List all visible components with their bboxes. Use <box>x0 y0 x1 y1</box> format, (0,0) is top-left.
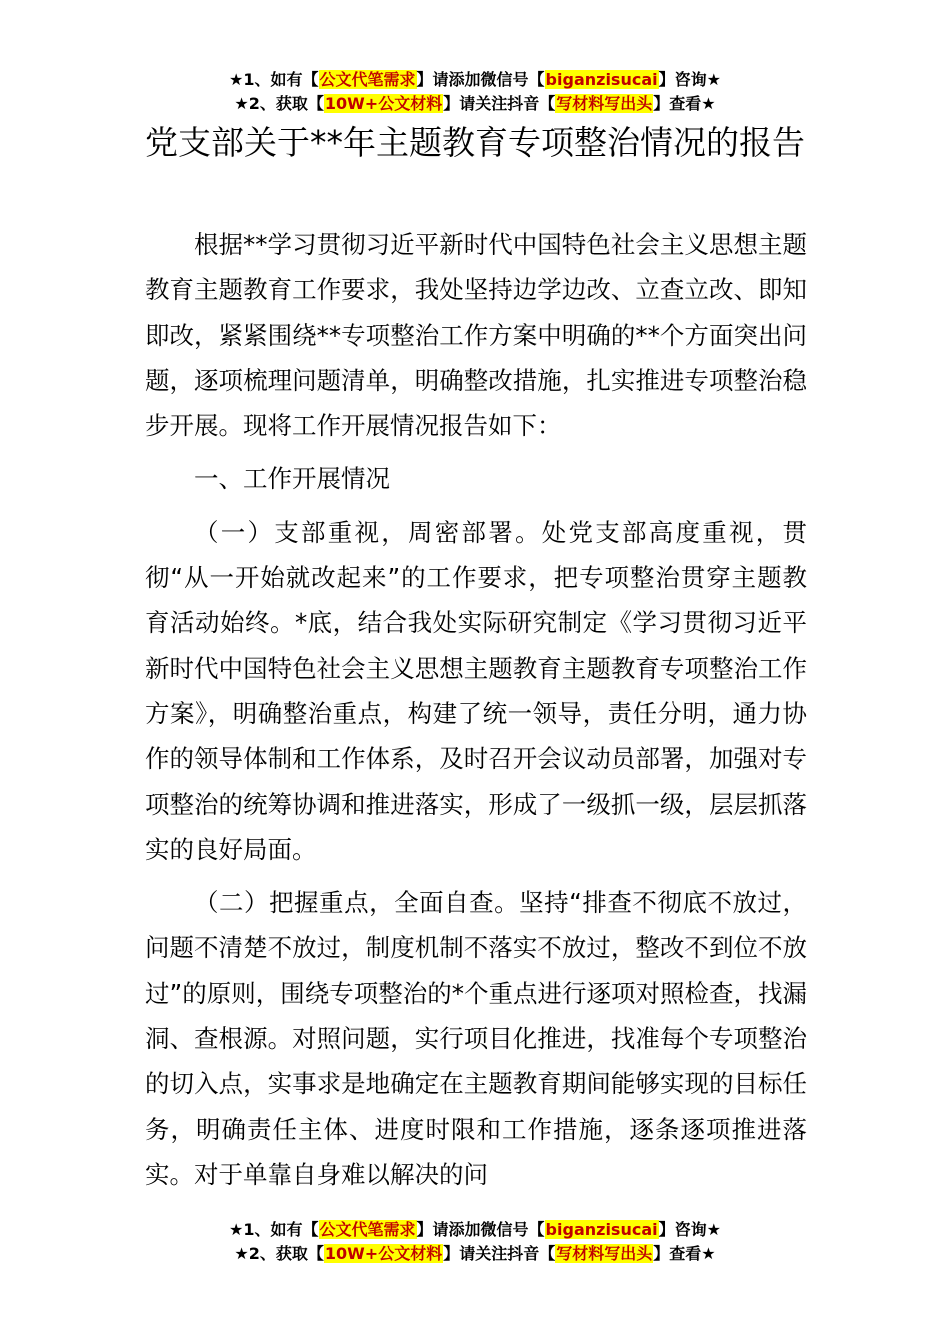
banner-line-1 <box>0 68 950 92</box>
banner-highlight: 公文代笔需求 <box>319 1220 416 1239</box>
intro-paragraph: 根据**学习贯彻习近平新时代中国特色社会主义思想主题教育主题教育工作要求，我处坚持边学边改、立查立改、即知即改，紧紧围绕**专项整治工作方案中明确的**个方面突出问题，逐项梳理问题清单，明确整改措施，扎实推进专项整治稳步开展。现将工作开展情况报告如下： <box>145 230 807 441</box>
banner-text: 】请关注抖音【 <box>443 1244 556 1263</box>
banner-highlight: 写材料写出头 <box>556 1244 653 1263</box>
banner-text: 】咨询★ <box>658 1220 721 1239</box>
paragraph-2: （二）把握重点，全面自查。坚持“排查不彻底不放过，问题不清楚不放过，制度机制不落实不放过，整改不到位不放过”的原则，围绕专项整治的*个重点进行逐项对照检查，找漏洞、查根源。对照问题，实行项目化推进，找准每个专项整治的切入点，实事求是地确定在主题教育期间能够实现的目标任务，明确责任主体、进度时限和工作措施，逐条逐项推进落实。对于单靠自身难以解决的问 <box>145 888 807 1189</box>
banner-text: ★1、如有【 <box>229 1220 319 1239</box>
banner-line-2 <box>0 92 950 116</box>
banner-text: 】请关注抖音【 <box>443 94 556 113</box>
banner-text: ★2、获取【 <box>234 1244 324 1263</box>
section-heading: 一、工作开展情况 <box>194 464 390 494</box>
banner-text: 】查看★ <box>653 1244 716 1263</box>
document-body <box>145 222 807 1205</box>
banner-text: 】请添加微信号【 <box>416 1220 545 1239</box>
banner-highlight: biganzisucai <box>545 70 658 89</box>
banner-highlight: 写材料写出头 <box>556 94 653 113</box>
banner-highlight: biganzisucai <box>545 1220 658 1239</box>
paragraph-1: （一）支部重视，周密部署。处党支部高度重视，贯彻“从一开始就改起来”的工作要求，把专项整治贯穿主题教育活动始终。*底，结合我处实际研究制定《学习贯彻习近平新时代中国特色社会主义思想主题教育主题教育专项整治工作方案》，明确整治重点，构建了统一领导，责任分明，通力协作的领导体制和工作体系，及时召开会议动员部署，加强对专项整治的统筹协调和推进落实，形成了一级抓一级，层层抓落实的良好局面。 <box>145 517 807 864</box>
document-title: 党支部关于**年主题教育专项整治情况的报告 <box>145 123 805 162</box>
top-banner <box>0 68 950 116</box>
banner-line-2 <box>0 1242 950 1266</box>
banner-text: ★2、获取【 <box>234 94 324 113</box>
banner-text: 】咨询★ <box>658 70 721 89</box>
banner-text: 】请添加微信号【 <box>416 70 545 89</box>
bottom-banner <box>0 1218 950 1266</box>
banner-line-1 <box>0 1218 950 1242</box>
banner-text: ★1、如有【 <box>229 70 319 89</box>
banner-highlight: 10W+公文材料 <box>324 1244 443 1263</box>
banner-highlight: 公文代笔需求 <box>319 70 416 89</box>
banner-text: 】查看★ <box>653 94 716 113</box>
banner-highlight: 10W+公文材料 <box>324 94 443 113</box>
